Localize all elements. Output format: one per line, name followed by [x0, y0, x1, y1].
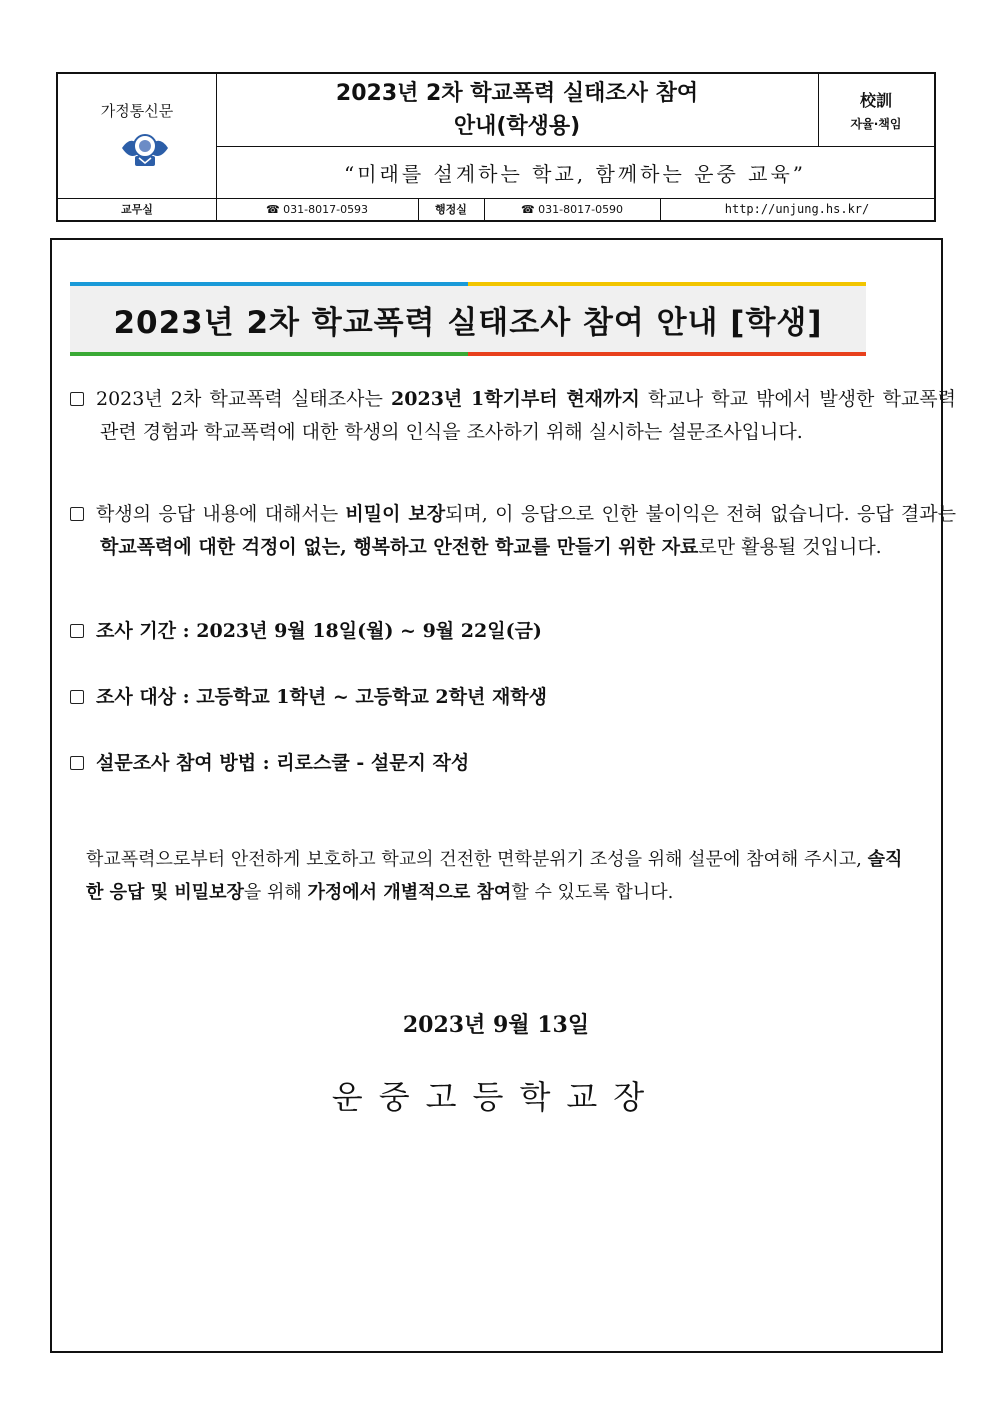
- motto-text: 자율·책임: [850, 117, 902, 131]
- banner-bar-red: [468, 352, 866, 356]
- motto-title: 校訓: [859, 91, 892, 110]
- header-title-line2: 안내(학생용): [453, 114, 581, 139]
- checkbox-square-icon: [70, 624, 84, 638]
- school-emblem-icon: [120, 128, 170, 170]
- checkbox-square-icon: [70, 507, 84, 521]
- checkbox-square-icon: [70, 392, 84, 406]
- checkbox-square-icon: [70, 690, 84, 704]
- checkbox-square-icon: [70, 756, 84, 770]
- issue-date: 2023년 9월 13일: [402, 1012, 590, 1038]
- office2-phone: ☎ 031-8017-0590: [520, 202, 624, 216]
- list-item-survey-method: 설문조사 참여 방법 : 리로스쿨 - 설문지 작성: [70, 747, 926, 780]
- header-title: [216, 74, 818, 146]
- notice-type-label: 가정통신문: [100, 101, 174, 120]
- contact-row: [58, 198, 934, 220]
- banner-title: 2023년 2차 학교폭력 실태조사 참여 안내 [학생]: [113, 304, 823, 341]
- list-item: 2023년 2차 학교폭력 실태조사는 2023년 1학기부터 현재까지 학교나 학교 밖에서 발생한 학교폭력 관련 경험과 학교폭력에 대한 학생의 인식을 조사하기 위해 실시하는 설문조사입니다.: [70, 383, 956, 449]
- list-item-survey-period: 조사 기간 : 2023년 9월 18일(월) ~ 9월 22일(금): [70, 615, 926, 648]
- banner-bar-green: [70, 352, 468, 356]
- office2-label: 행정실: [435, 203, 467, 216]
- signer-name: 운중고등학교장: [331, 1078, 661, 1116]
- office1-phone: ☎ 031-8017-0593: [265, 202, 369, 216]
- school-website-link[interactable]: http://unjung.hs.kr/: [724, 202, 870, 216]
- closing-paragraph: 학교폭력으로부터 안전하게 보호하고 학교의 건전한 면학분위기 조성을 위해 설문에 참여해 주시고, 솔직한 응답 및 비밀보장을 위해 가정에서 개별적으로 참여할 수 있도록 합니다.: [86, 849, 903, 903]
- header-title-line1: 2023년 2차 학교폭력 실태조사 참여: [335, 81, 699, 106]
- school-motto: [818, 74, 934, 146]
- list-item-survey-target: 조사 대상 : 고등학교 1학년 ~ 고등학교 2학년 재학생: [70, 681, 926, 714]
- office1-label: 교무실: [121, 203, 153, 216]
- letterhead-table: [56, 72, 936, 222]
- school-slogan: “미래를 설계하는 학교, 함께하는 운중 교육”: [343, 161, 807, 186]
- notice-banner: [70, 282, 866, 356]
- list-item: 학생의 응답 내용에 대해서는 비밀이 보장되며, 이 응답으로 인한 불이익은 전혀 없습니다. 응답 결과는 학교폭력에 대한 걱정이 없는, 행복하고 안전한 학교를 만들기 위한 자료로만 활용될 것입니다.: [70, 498, 956, 564]
